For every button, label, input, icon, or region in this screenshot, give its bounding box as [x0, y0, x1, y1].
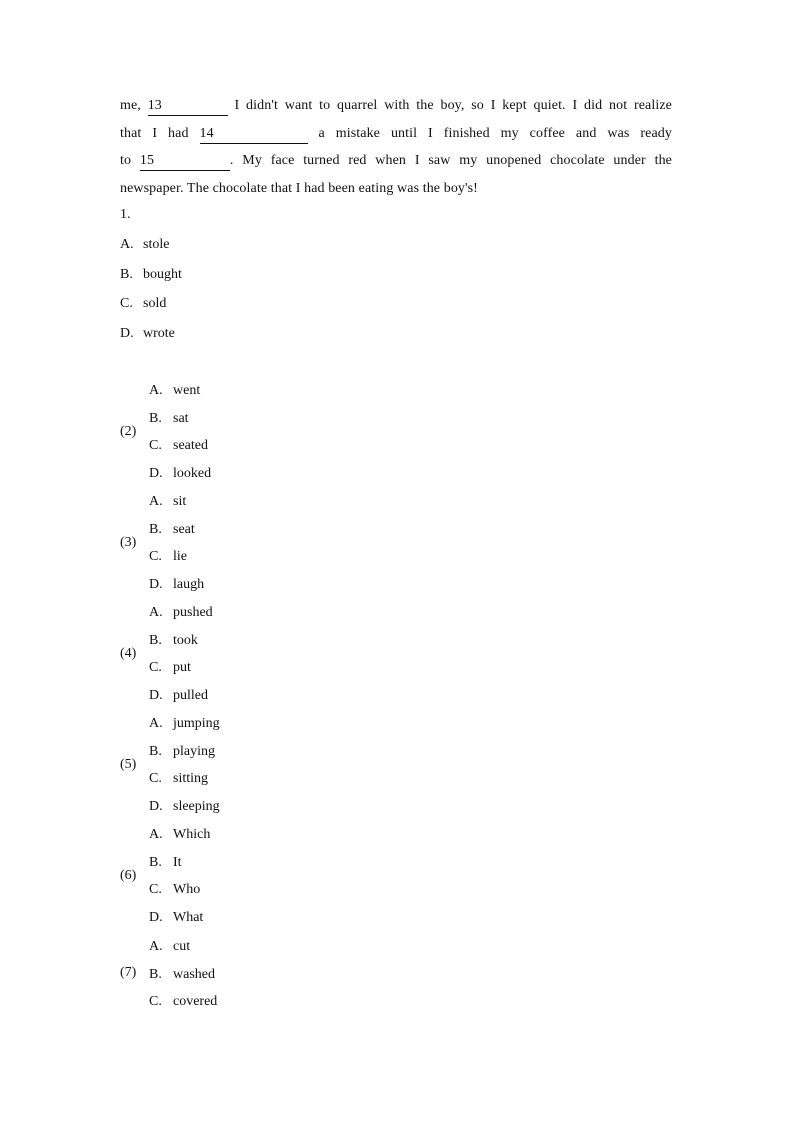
option-c[interactable]: [120, 293, 182, 323]
option-letter: A.: [149, 827, 163, 842]
option-letter: C.: [149, 660, 162, 676]
option-letter: D.: [149, 576, 163, 592]
option-text: washed: [173, 966, 215, 982]
option-a[interactable]: [120, 234, 182, 264]
option-text: It: [173, 854, 182, 870]
option-text: lie: [173, 549, 187, 565]
option-text: covered: [173, 994, 218, 1010]
option-letter: D.: [149, 465, 163, 481]
option-text: laugh: [173, 576, 205, 592]
option-d[interactable]: [149, 464, 211, 492]
passage-line-2: [120, 120, 672, 148]
option-letter: C.: [149, 882, 162, 898]
passage-text: [120, 92, 672, 202]
option-text: stole: [143, 237, 170, 252]
option-a[interactable]: [149, 603, 213, 631]
option-letter: D.: [149, 909, 163, 925]
passage-text-segment: that I had: [120, 125, 189, 141]
option-b[interactable]: [120, 264, 182, 294]
option-c[interactable]: [149, 880, 210, 908]
option-letter: B.: [149, 410, 162, 426]
option-text: sat: [173, 410, 189, 426]
option-text: wrote: [143, 326, 175, 342]
option-text: looked: [173, 465, 212, 481]
option-c[interactable]: [149, 769, 220, 797]
option-b[interactable]: [149, 742, 220, 770]
question-number: (7): [120, 965, 137, 980]
passage-text-segment: a mistake until I finished my coffee and was ready: [318, 125, 672, 141]
option-b[interactable]: [149, 520, 204, 548]
option-a[interactable]: [149, 714, 220, 742]
question-number: (4): [120, 646, 137, 661]
option-c[interactable]: [149, 992, 217, 1020]
option-letter: D.: [120, 326, 134, 342]
option-letter: C.: [149, 771, 162, 787]
option-text: jumping: [173, 716, 220, 731]
option-letter: B.: [149, 854, 162, 870]
passage-text-segment: to: [120, 153, 132, 168]
question-number: 1.: [120, 207, 131, 222]
passage-text-segment: . My face turned red when I saw my unopened chocolate under the: [229, 153, 672, 168]
option-letter: A.: [149, 939, 163, 954]
blank-14: 14: [200, 125, 308, 144]
question-number: (3): [120, 535, 137, 550]
question-1: [120, 204, 182, 353]
option-a[interactable]: [149, 937, 217, 965]
option-letter: B.: [149, 521, 162, 537]
option-d[interactable]: [149, 686, 213, 714]
option-c[interactable]: [149, 547, 204, 575]
option-b[interactable]: [149, 965, 217, 993]
option-a[interactable]: [149, 381, 211, 409]
option-letter: B.: [120, 266, 133, 282]
option-a[interactable]: [149, 825, 210, 853]
option-text: put: [173, 660, 191, 676]
option-text: went: [173, 383, 201, 398]
option-text: sold: [143, 296, 167, 312]
option-text: What: [173, 909, 204, 925]
option-letter: A.: [149, 605, 163, 620]
option-letter: B.: [149, 632, 162, 648]
passage-line-1: [120, 92, 672, 120]
option-letter: D.: [149, 798, 163, 814]
blank-13: 13: [148, 97, 228, 116]
option-text: cut: [173, 939, 191, 954]
option-letter: C.: [149, 549, 162, 565]
option-text: seat: [173, 521, 195, 537]
option-text: Who: [173, 882, 201, 898]
option-b[interactable]: [149, 631, 213, 659]
option-text: sleeping: [173, 798, 220, 814]
option-c[interactable]: [149, 658, 213, 686]
option-text: took: [173, 632, 198, 648]
question-number: (5): [120, 757, 137, 772]
option-a[interactable]: [149, 492, 204, 520]
option-d[interactable]: [120, 323, 182, 353]
option-letter: C.: [120, 296, 133, 312]
option-text: pulled: [173, 687, 208, 703]
option-text: Which: [173, 827, 211, 842]
option-text: pushed: [173, 605, 213, 620]
blank-15: 15: [140, 152, 230, 171]
option-text: sit: [173, 494, 187, 509]
option-letter: D.: [149, 687, 163, 703]
option-text: playing: [173, 743, 215, 759]
option-d[interactable]: [149, 908, 210, 936]
option-letter: A.: [149, 383, 163, 398]
option-text: seated: [173, 438, 208, 454]
option-b[interactable]: [149, 409, 211, 437]
option-letter: A.: [120, 237, 134, 252]
option-letter: C.: [149, 994, 162, 1010]
option-letter: B.: [149, 743, 162, 759]
passage-line-4: newspaper. The chocolate that I had been eating was the boy's!: [120, 180, 478, 196]
option-text: sitting: [173, 771, 209, 787]
question-number: (6): [120, 868, 137, 883]
option-b[interactable]: [149, 853, 210, 881]
passage-text-segment: I didn't want to quarrel with the boy, so I kept quiet. I did not realize: [234, 98, 672, 113]
passage-line-3: [120, 147, 672, 175]
option-letter: A.: [149, 716, 163, 731]
option-d[interactable]: [149, 797, 220, 825]
question-number: (2): [120, 424, 137, 439]
passage-text-segment: me,: [120, 98, 141, 113]
option-c[interactable]: [149, 436, 211, 464]
option-letter: B.: [149, 966, 162, 982]
option-text: bought: [143, 266, 182, 282]
option-letter: A.: [149, 494, 163, 509]
option-d[interactable]: [149, 575, 204, 603]
option-letter: C.: [149, 438, 162, 454]
